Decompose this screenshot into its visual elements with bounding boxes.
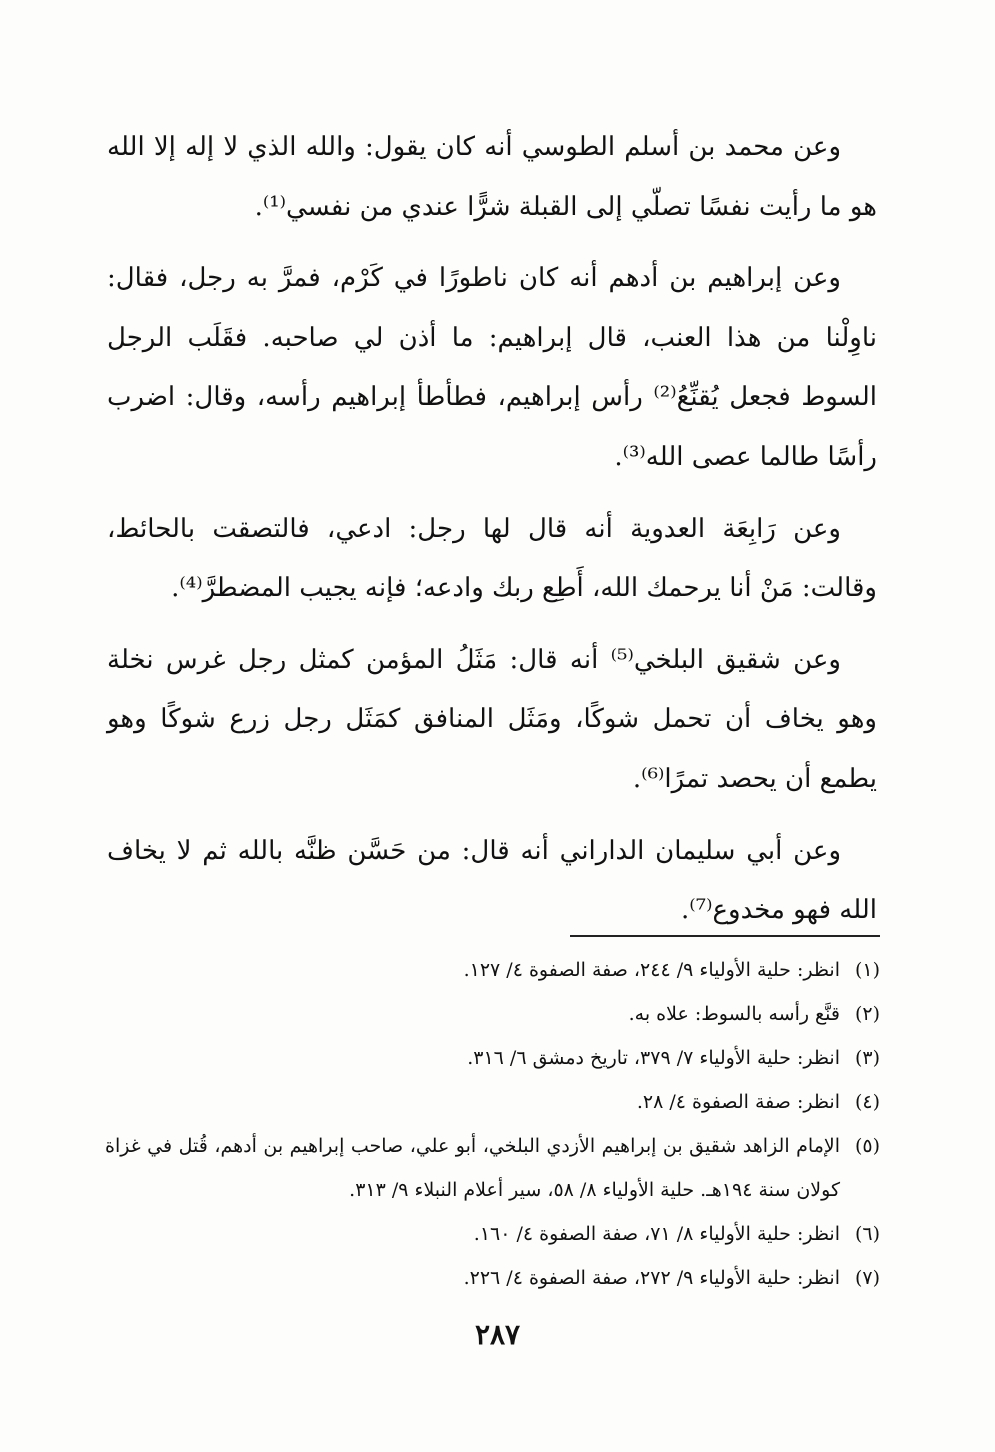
footnote-text: الإمام الزاهد شقيق بن إبراهيم الأزدي البلخي، أبو علي، صاحب إبراهيم بن أدهم، قُتل في غزاة كولان سنة ١٩٤هـ. حلية الأولياء ٨/ ٥٨، سير أعلام النبلاء ٩/ ٣١٣. bbox=[105, 1135, 840, 1201]
footnote-text: انظر: حلية الأولياء ٩/ ٢٤٤، صفة الصفوة ٤/ ١٢٧. bbox=[463, 959, 840, 981]
footnote bbox=[105, 1080, 880, 1124]
footnote-text: انظر: حلية الأولياء ٧/ ٣٧٩، تاريخ دمشق ٦/ ٣١٦. bbox=[467, 1047, 840, 1069]
paragraph: وعن أبي سليمان الداراني أنه قال: من حَسَّن ظنَّه بالله ثم لا يخاف الله فهو مخدوع⁽⁷⁾. bbox=[107, 835, 877, 926]
footnote bbox=[105, 992, 880, 1036]
paragraph: وعن شقيق البلخي⁽⁵⁾ أنه قال: مَثَلُ المؤمن كمثل رجل غرس نخلة وهو يخاف أن تحمل شوكًا، ومَثَل المنافق كمَثَل رجل زرع شوكًا وهو يطمع أن يحصد تمرًا⁽⁶⁾. bbox=[107, 644, 877, 794]
footnote-number: (١) bbox=[854, 959, 880, 981]
footnote-number: (٣) bbox=[854, 1047, 880, 1069]
paragraph: وعن محمد بن أسلم الطوسي أنه كان يقول: والله الذي لا إله إلا الله هو ما رأيت نفسًا تصلّي إلى القبلة شرًّا عندي من نفسي⁽¹⁾. bbox=[107, 132, 877, 222]
footnote-number: (٤) bbox=[854, 1091, 880, 1113]
footnote-text: انظر: حلية الأولياء ٨/ ٧١، صفة الصفوة ٤/ ١٦٠. bbox=[473, 1223, 840, 1245]
paragraph: وعن رَابِعَة العدوية أنه قال لها رجل: ادعي، فالتصقت بالحائط، وقالت: مَنْ أنا يرحمك الله، أَطِع ربك وادعه؛ فإنه يجيب المضطرَّ⁽⁴⁾. bbox=[107, 513, 877, 604]
footnote-number: (٥) bbox=[854, 1135, 880, 1157]
footnote bbox=[105, 948, 880, 992]
footnote bbox=[105, 1212, 880, 1256]
main-text bbox=[107, 118, 877, 953]
paragraph: وعن إبراهيم بن أدهم أنه كان ناطورًا في كَرْم، فمرَّ به رجل، فقال: ناوِلْنا من هذا العنب، قال إبراهيم: ما أذن لي صاحبه. فقَلَب الرجل السوط فجعل يُقنِّعُ⁽²⁾ رأس إبراهيم، فطأطأ إبراهيم رأسه، وقال: اضرب رأسًا طالما عصى الله⁽³⁾. bbox=[107, 263, 878, 472]
footnote-separator bbox=[570, 935, 880, 937]
footnote bbox=[105, 1124, 880, 1212]
footnote-text: انظر: صفة الصفوة ٤/ ٢٨. bbox=[636, 1091, 840, 1113]
footnote-number: (٦) bbox=[854, 1223, 880, 1245]
footnote bbox=[105, 1036, 880, 1080]
footnote-text: انظر: حلية الأولياء ٩/ ٢٧٢، صفة الصفوة ٤/ ٢٢٦. bbox=[463, 1267, 840, 1289]
footnote bbox=[105, 1256, 880, 1300]
page-number: ٢٨٧ bbox=[474, 1318, 521, 1351]
footnote-number: (٧) bbox=[854, 1267, 880, 1289]
footnotes bbox=[105, 948, 880, 1300]
footnote-number: (٢) bbox=[854, 1003, 880, 1025]
footnote-text: قنَّع رأسه بالسوط: علاه به. bbox=[628, 1003, 840, 1025]
